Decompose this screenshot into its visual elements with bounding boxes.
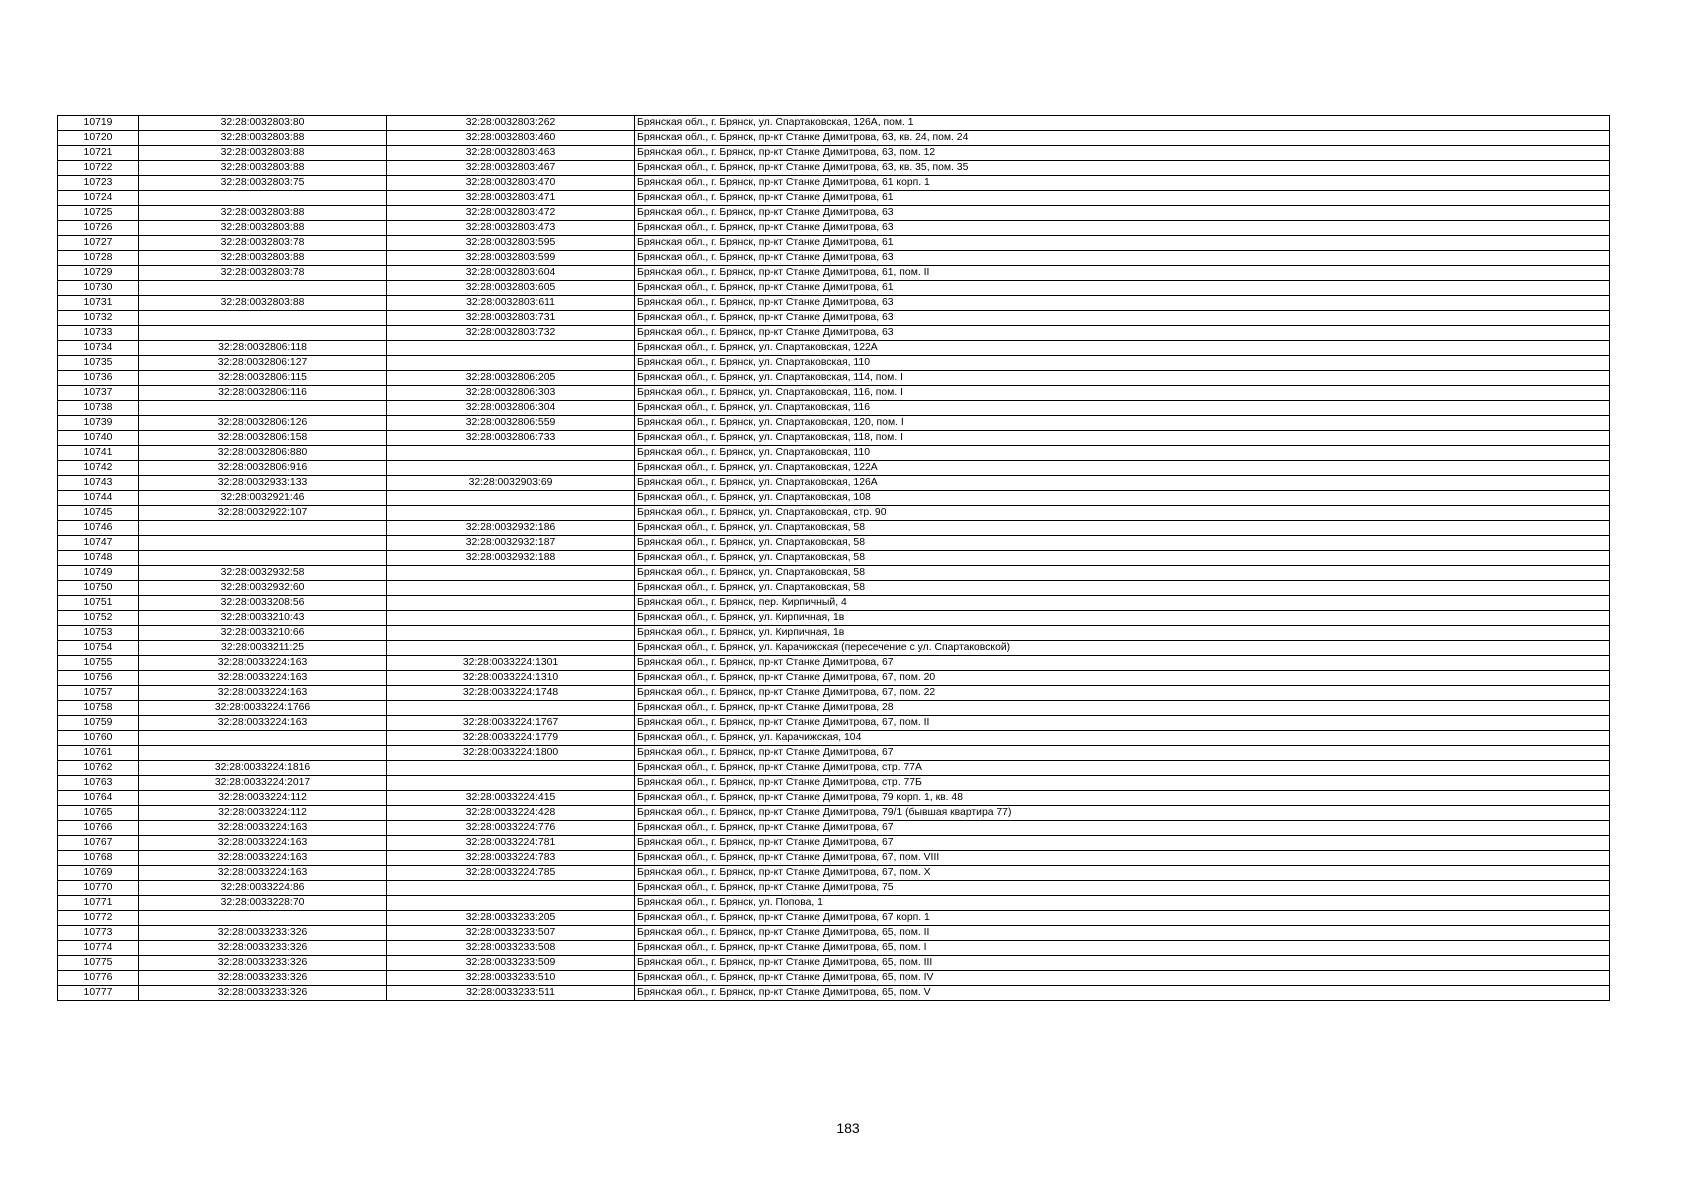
land-cadastral-number-cell (139, 746, 387, 761)
land-cadastral-number-cell: 32:28:0032932:60 (139, 581, 387, 596)
object-cadastral-number-cell: 32:28:0032932:187 (387, 536, 635, 551)
registry-table-body (58, 116, 1610, 1001)
address-cell: Брянская обл., г. Брянск, пр-кт Станке Димитрова, 63, пом. 12 (635, 146, 1610, 161)
land-cadastral-number-cell: 32:28:0032803:88 (139, 161, 387, 176)
land-cadastral-number-cell (139, 191, 387, 206)
address-cell: Брянская обл., г. Брянск, пр-кт Станке Димитрова, 63 (635, 206, 1610, 221)
address-cell: Брянская обл., г. Брянск, ул. Кирпичная, 1в (635, 626, 1610, 641)
table-row (58, 866, 1610, 881)
land-cadastral-number-cell: 32:28:0032806:158 (139, 431, 387, 446)
row-number-cell: 10726 (58, 221, 139, 236)
row-number-cell: 10761 (58, 746, 139, 761)
table-row (58, 776, 1610, 791)
address-cell: Брянская обл., г. Брянск, ул. Кирпичная, 1в (635, 611, 1610, 626)
object-cadastral-number-cell: 32:28:0032903:69 (387, 476, 635, 491)
address-cell: Брянская обл., г. Брянск, ул. Спартаковская, 116, пом. I (635, 386, 1610, 401)
registry-table (57, 115, 1610, 1001)
land-cadastral-number-cell: 32:28:0033224:112 (139, 806, 387, 821)
row-number-cell: 10724 (58, 191, 139, 206)
table-row (58, 506, 1610, 521)
object-cadastral-number-cell: 32:28:0033224:1301 (387, 656, 635, 671)
object-cadastral-number-cell: 32:28:0032806:303 (387, 386, 635, 401)
object-cadastral-number-cell: 32:28:0033224:428 (387, 806, 635, 821)
land-cadastral-number-cell: 32:28:0032806:115 (139, 371, 387, 386)
object-cadastral-number-cell: 32:28:0032803:262 (387, 116, 635, 131)
address-cell: Брянская обл., г. Брянск, пр-кт Станке Димитрова, 61 (635, 236, 1610, 251)
table-row (58, 356, 1610, 371)
table-row (58, 491, 1610, 506)
table-row (58, 596, 1610, 611)
address-cell: Брянская обл., г. Брянск, пр-кт Станке Димитрова, 67, пом. II (635, 716, 1610, 731)
object-cadastral-number-cell: 32:28:0032803:463 (387, 146, 635, 161)
land-cadastral-number-cell: 32:28:0032803:88 (139, 146, 387, 161)
object-cadastral-number-cell (387, 776, 635, 791)
object-cadastral-number-cell: 32:28:0033224:781 (387, 836, 635, 851)
object-cadastral-number-cell (387, 566, 635, 581)
object-cadastral-number-cell (387, 341, 635, 356)
land-cadastral-number-cell: 32:28:0033224:163 (139, 836, 387, 851)
land-cadastral-number-cell: 32:28:0032806:916 (139, 461, 387, 476)
table-row (58, 236, 1610, 251)
object-cadastral-number-cell: 32:28:0032803:611 (387, 296, 635, 311)
land-cadastral-number-cell: 32:28:0032803:88 (139, 251, 387, 266)
land-cadastral-number-cell: 32:28:0032803:88 (139, 131, 387, 146)
land-cadastral-number-cell: 32:28:0032806:880 (139, 446, 387, 461)
object-cadastral-number-cell (387, 611, 635, 626)
land-cadastral-number-cell (139, 731, 387, 746)
address-cell: Брянская обл., г. Брянск, пр-кт Станке Димитрова, 75 (635, 881, 1610, 896)
object-cadastral-number-cell (387, 356, 635, 371)
row-number-cell: 10753 (58, 626, 139, 641)
row-number-cell: 10722 (58, 161, 139, 176)
table-row (58, 416, 1610, 431)
table-row (58, 266, 1610, 281)
address-cell: Брянская обл., г. Брянск, пр-кт Станке Димитрова, 63, кв. 24, пом. 24 (635, 131, 1610, 146)
address-cell: Брянская обл., г. Брянск, пр-кт Станке Димитрова, 79 корп. 1, кв. 48 (635, 791, 1610, 806)
land-cadastral-number-cell: 32:28:0032922:107 (139, 506, 387, 521)
table-row (58, 971, 1610, 986)
row-number-cell: 10727 (58, 236, 139, 251)
row-number-cell: 10752 (58, 611, 139, 626)
address-cell: Брянская обл., г. Брянск, ул. Спартаковская, 58 (635, 551, 1610, 566)
object-cadastral-number-cell: 32:28:0032803:604 (387, 266, 635, 281)
land-cadastral-number-cell (139, 521, 387, 536)
object-cadastral-number-cell: 32:28:0033233:509 (387, 956, 635, 971)
address-cell: Брянская обл., г. Брянск, ул. Спартаковская, 114, пом. I (635, 371, 1610, 386)
table-row (58, 461, 1610, 476)
land-cadastral-number-cell: 32:28:0033224:2017 (139, 776, 387, 791)
row-number-cell: 10757 (58, 686, 139, 701)
address-cell: Брянская обл., г. Брянск, ул. Спартаковская, 110 (635, 446, 1610, 461)
row-number-cell: 10750 (58, 581, 139, 596)
object-cadastral-number-cell (387, 896, 635, 911)
land-cadastral-number-cell: 32:28:0033210:43 (139, 611, 387, 626)
table-row (58, 476, 1610, 491)
address-cell: Брянская обл., г. Брянск, пр-кт Станке Димитрова, 67 (635, 836, 1610, 851)
land-cadastral-number-cell: 32:28:0032803:78 (139, 236, 387, 251)
table-row (58, 206, 1610, 221)
table-row (58, 611, 1610, 626)
table-row (58, 431, 1610, 446)
table-row (58, 581, 1610, 596)
land-cadastral-number-cell: 32:28:0032921:46 (139, 491, 387, 506)
object-cadastral-number-cell: 32:28:0033233:510 (387, 971, 635, 986)
object-cadastral-number-cell: 32:28:0033233:507 (387, 926, 635, 941)
land-cadastral-number-cell (139, 281, 387, 296)
table-row (58, 311, 1610, 326)
land-cadastral-number-cell: 32:28:0033233:326 (139, 926, 387, 941)
land-cadastral-number-cell: 32:28:0033224:163 (139, 656, 387, 671)
object-cadastral-number-cell (387, 491, 635, 506)
row-number-cell: 10723 (58, 176, 139, 191)
object-cadastral-number-cell (387, 761, 635, 776)
row-number-cell: 10759 (58, 716, 139, 731)
row-number-cell: 10760 (58, 731, 139, 746)
object-cadastral-number-cell (387, 641, 635, 656)
object-cadastral-number-cell: 32:28:0032806:733 (387, 431, 635, 446)
land-cadastral-number-cell: 32:28:0032806:118 (139, 341, 387, 356)
row-number-cell: 10749 (58, 566, 139, 581)
land-cadastral-number-cell: 32:28:0033233:326 (139, 956, 387, 971)
object-cadastral-number-cell: 32:28:0032803:732 (387, 326, 635, 341)
address-cell: Брянская обл., г. Брянск, пр-кт Станке Димитрова, 65, пом. III (635, 956, 1610, 971)
object-cadastral-number-cell: 32:28:0033224:1748 (387, 686, 635, 701)
table-row (58, 701, 1610, 716)
address-cell: Брянская обл., г. Брянск, ул. Спартаковская, 126А (635, 476, 1610, 491)
table-row (58, 851, 1610, 866)
address-cell: Брянская обл., г. Брянск, пр-кт Станке Димитрова, 67 (635, 746, 1610, 761)
table-row (58, 956, 1610, 971)
object-cadastral-number-cell: 32:28:0032806:559 (387, 416, 635, 431)
row-number-cell: 10774 (58, 941, 139, 956)
land-cadastral-number-cell: 32:28:0032803:78 (139, 266, 387, 281)
address-cell: Брянская обл., г. Брянск, пер. Кирпичный, 4 (635, 596, 1610, 611)
land-cadastral-number-cell (139, 311, 387, 326)
land-cadastral-number-cell (139, 326, 387, 341)
row-number-cell: 10721 (58, 146, 139, 161)
table-row (58, 926, 1610, 941)
table-row (58, 551, 1610, 566)
object-cadastral-number-cell: 32:28:0032803:467 (387, 161, 635, 176)
land-cadastral-number-cell: 32:28:0033224:86 (139, 881, 387, 896)
row-number-cell: 10769 (58, 866, 139, 881)
row-number-cell: 10773 (58, 926, 139, 941)
address-cell: Брянская обл., г. Брянск, пр-кт Станке Димитрова, 67, пом. VIII (635, 851, 1610, 866)
address-cell: Брянская обл., г. Брянск, пр-кт Станке Димитрова, 67, пом. 20 (635, 671, 1610, 686)
object-cadastral-number-cell: 32:28:0033233:205 (387, 911, 635, 926)
address-cell: Брянская обл., г. Брянск, пр-кт Станке Димитрова, 61, пом. II (635, 266, 1610, 281)
object-cadastral-number-cell (387, 506, 635, 521)
row-number-cell: 10776 (58, 971, 139, 986)
table-row (58, 401, 1610, 416)
address-cell: Брянская обл., г. Брянск, ул. Спартаковская, 126А, пом. 1 (635, 116, 1610, 131)
land-cadastral-number-cell: 32:28:0033208:56 (139, 596, 387, 611)
object-cadastral-number-cell: 32:28:0033224:1779 (387, 731, 635, 746)
row-number-cell: 10719 (58, 116, 139, 131)
address-cell: Брянская обл., г. Брянск, ул. Спартаковская, 118, пом. I (635, 431, 1610, 446)
address-cell: Брянская обл., г. Брянск, ул. Спартаковская, 108 (635, 491, 1610, 506)
land-cadastral-number-cell: 32:28:0033233:326 (139, 986, 387, 1001)
table-row (58, 986, 1610, 1001)
table-row (58, 446, 1610, 461)
land-cadastral-number-cell: 32:28:0032932:58 (139, 566, 387, 581)
table-row (58, 191, 1610, 206)
object-cadastral-number-cell: 32:28:0032803:605 (387, 281, 635, 296)
address-cell: Брянская обл., г. Брянск, пр-кт Станке Димитрова, стр. 77Б (635, 776, 1610, 791)
address-cell: Брянская обл., г. Брянск, ул. Спартаковская, стр. 90 (635, 506, 1610, 521)
address-cell: Брянская обл., г. Брянск, пр-кт Станке Димитрова, 61 корп. 1 (635, 176, 1610, 191)
address-cell: Брянская обл., г. Брянск, ул. Карачижская, 104 (635, 731, 1610, 746)
table-row (58, 281, 1610, 296)
address-cell: Брянская обл., г. Брянск, пр-кт Станке Димитрова, 61 (635, 191, 1610, 206)
row-number-cell: 10741 (58, 446, 139, 461)
object-cadastral-number-cell: 32:28:0033224:1310 (387, 671, 635, 686)
table-row (58, 716, 1610, 731)
row-number-cell: 10729 (58, 266, 139, 281)
table-row (58, 821, 1610, 836)
address-cell: Брянская обл., г. Брянск, пр-кт Станке Димитрова, 65, пом. II (635, 926, 1610, 941)
object-cadastral-number-cell: 32:28:0033224:1767 (387, 716, 635, 731)
row-number-cell: 10775 (58, 956, 139, 971)
address-cell: Брянская обл., г. Брянск, ул. Спартаковская, 58 (635, 581, 1610, 596)
land-cadastral-number-cell: 32:28:0032803:80 (139, 116, 387, 131)
row-number-cell: 10743 (58, 476, 139, 491)
address-cell: Брянская обл., г. Брянск, пр-кт Станке Димитрова, 67, пом. X (635, 866, 1610, 881)
row-number-cell: 10728 (58, 251, 139, 266)
land-cadastral-number-cell: 32:28:0033224:112 (139, 791, 387, 806)
address-cell: Брянская обл., г. Брянск, пр-кт Станке Димитрова, 65, пом. V (635, 986, 1610, 1001)
object-cadastral-number-cell (387, 701, 635, 716)
object-cadastral-number-cell: 32:28:0033224:785 (387, 866, 635, 881)
land-cadastral-number-cell: 32:28:0033210:66 (139, 626, 387, 641)
land-cadastral-number-cell: 32:28:0033233:326 (139, 971, 387, 986)
land-cadastral-number-cell (139, 551, 387, 566)
row-number-cell: 10756 (58, 671, 139, 686)
row-number-cell: 10764 (58, 791, 139, 806)
object-cadastral-number-cell: 32:28:0032803:595 (387, 236, 635, 251)
row-number-cell: 10737 (58, 386, 139, 401)
table-row (58, 686, 1610, 701)
table-row (58, 761, 1610, 776)
land-cadastral-number-cell (139, 536, 387, 551)
object-cadastral-number-cell: 32:28:0033224:415 (387, 791, 635, 806)
land-cadastral-number-cell: 32:28:0033228:70 (139, 896, 387, 911)
object-cadastral-number-cell (387, 446, 635, 461)
object-cadastral-number-cell: 32:28:0032803:460 (387, 131, 635, 146)
table-row (58, 626, 1610, 641)
row-number-cell: 10772 (58, 911, 139, 926)
row-number-cell: 10763 (58, 776, 139, 791)
object-cadastral-number-cell: 32:28:0032803:472 (387, 206, 635, 221)
table-row (58, 836, 1610, 851)
land-cadastral-number-cell: 32:28:0032803:88 (139, 296, 387, 311)
row-number-cell: 10758 (58, 701, 139, 716)
address-cell: Брянская обл., г. Брянск, ул. Спартаковская, 122А (635, 461, 1610, 476)
page-number: 183 (836, 1120, 860, 1136)
address-cell: Брянская обл., г. Брянск, пр-кт Станке Димитрова, 63 (635, 311, 1610, 326)
object-cadastral-number-cell: 32:28:0032803:599 (387, 251, 635, 266)
table-row (58, 371, 1610, 386)
object-cadastral-number-cell: 32:28:0033224:776 (387, 821, 635, 836)
row-number-cell: 10748 (58, 551, 139, 566)
land-cadastral-number-cell: 32:28:0033224:1816 (139, 761, 387, 776)
row-number-cell: 10735 (58, 356, 139, 371)
table-row (58, 146, 1610, 161)
table-row (58, 566, 1610, 581)
address-cell: Брянская обл., г. Брянск, пр-кт Станке Димитрова, 67 (635, 821, 1610, 836)
object-cadastral-number-cell: 32:28:0033224:783 (387, 851, 635, 866)
row-number-cell: 10720 (58, 131, 139, 146)
row-number-cell: 10751 (58, 596, 139, 611)
object-cadastral-number-cell: 32:28:0032932:186 (387, 521, 635, 536)
address-cell: Брянская обл., г. Брянск, пр-кт Станке Димитрова, 65, пом. I (635, 941, 1610, 956)
object-cadastral-number-cell: 32:28:0032803:471 (387, 191, 635, 206)
object-cadastral-number-cell: 32:28:0032932:188 (387, 551, 635, 566)
address-cell: Брянская обл., г. Брянск, пр-кт Станке Димитрова, стр. 77А (635, 761, 1610, 776)
land-cadastral-number-cell (139, 401, 387, 416)
object-cadastral-number-cell: 32:28:0032803:473 (387, 221, 635, 236)
table-row (58, 326, 1610, 341)
row-number-cell: 10744 (58, 491, 139, 506)
row-number-cell: 10736 (58, 371, 139, 386)
land-cadastral-number-cell: 32:28:0032806:116 (139, 386, 387, 401)
object-cadastral-number-cell: 32:28:0033233:508 (387, 941, 635, 956)
row-number-cell: 10745 (58, 506, 139, 521)
object-cadastral-number-cell: 32:28:0033233:511 (387, 986, 635, 1001)
table-row (58, 221, 1610, 236)
address-cell: Брянская обл., г. Брянск, ул. Спартаковская, 58 (635, 566, 1610, 581)
table-row (58, 176, 1610, 191)
land-cadastral-number-cell: 32:28:0032803:88 (139, 206, 387, 221)
land-cadastral-number-cell: 32:28:0032803:88 (139, 221, 387, 236)
row-number-cell: 10767 (58, 836, 139, 851)
object-cadastral-number-cell (387, 461, 635, 476)
address-cell: Брянская обл., г. Брянск, ул. Спартаковская, 58 (635, 521, 1610, 536)
object-cadastral-number-cell (387, 596, 635, 611)
row-number-cell: 10733 (58, 326, 139, 341)
row-number-cell: 10771 (58, 896, 139, 911)
land-cadastral-number-cell: 32:28:0032806:127 (139, 356, 387, 371)
table-row (58, 521, 1610, 536)
address-cell: Брянская обл., г. Брянск, пр-кт Станке Димитрова, 63 (635, 296, 1610, 311)
table-row (58, 941, 1610, 956)
object-cadastral-number-cell: 32:28:0033224:1800 (387, 746, 635, 761)
address-cell: Брянская обл., г. Брянск, пр-кт Станке Димитрова, 61 (635, 281, 1610, 296)
object-cadastral-number-cell: 32:28:0032806:205 (387, 371, 635, 386)
row-number-cell: 10731 (58, 296, 139, 311)
address-cell: Брянская обл., г. Брянск, ул. Спартаковская, 58 (635, 536, 1610, 551)
land-cadastral-number-cell: 32:28:0032806:126 (139, 416, 387, 431)
land-cadastral-number-cell: 32:28:0032933:133 (139, 476, 387, 491)
row-number-cell: 10740 (58, 431, 139, 446)
land-cadastral-number-cell: 32:28:0033224:163 (139, 686, 387, 701)
address-cell: Брянская обл., г. Брянск, ул. Спартаковская, 110 (635, 356, 1610, 371)
row-number-cell: 10742 (58, 461, 139, 476)
address-cell: Брянская обл., г. Брянск, пр-кт Станке Димитрова, 63, кв. 35, пом. 35 (635, 161, 1610, 176)
land-cadastral-number-cell: 32:28:0033224:163 (139, 821, 387, 836)
land-cadastral-number-cell: 32:28:0033224:1766 (139, 701, 387, 716)
table-row (58, 881, 1610, 896)
land-cadastral-number-cell: 32:28:0033211:25 (139, 641, 387, 656)
row-number-cell: 10765 (58, 806, 139, 821)
land-cadastral-number-cell: 32:28:0033224:163 (139, 851, 387, 866)
address-cell: Брянская обл., г. Брянск, пр-кт Станке Димитрова, 28 (635, 701, 1610, 716)
object-cadastral-number-cell: 32:28:0032803:731 (387, 311, 635, 326)
row-number-cell: 10770 (58, 881, 139, 896)
address-cell: Брянская обл., г. Брянск, ул. Попова, 1 (635, 896, 1610, 911)
row-number-cell: 10768 (58, 851, 139, 866)
object-cadastral-number-cell: 32:28:0032803:470 (387, 176, 635, 191)
land-cadastral-number-cell: 32:28:0032803:75 (139, 176, 387, 191)
object-cadastral-number-cell (387, 581, 635, 596)
address-cell: Брянская обл., г. Брянск, пр-кт Станке Димитрова, 67 (635, 656, 1610, 671)
row-number-cell: 10739 (58, 416, 139, 431)
land-cadastral-number-cell: 32:28:0033224:163 (139, 671, 387, 686)
row-number-cell: 10746 (58, 521, 139, 536)
table-row (58, 116, 1610, 131)
table-row (58, 251, 1610, 266)
address-cell: Брянская обл., г. Брянск, пр-кт Станке Димитрова, 63 (635, 326, 1610, 341)
address-cell: Брянская обл., г. Брянск, пр-кт Станке Димитрова, 65, пом. IV (635, 971, 1610, 986)
row-number-cell: 10747 (58, 536, 139, 551)
address-cell: Брянская обл., г. Брянск, пр-кт Станке Димитрова, 67 корп. 1 (635, 911, 1610, 926)
address-cell: Брянская обл., г. Брянск, пр-кт Станке Димитрова, 79/1 (бывшая квартира 77) (635, 806, 1610, 821)
address-cell: Брянская обл., г. Брянск, ул. Спартаковская, 120, пом. I (635, 416, 1610, 431)
address-cell: Брянская обл., г. Брянск, ул. Спартаковская, 122А (635, 341, 1610, 356)
object-cadastral-number-cell (387, 626, 635, 641)
row-number-cell: 10755 (58, 656, 139, 671)
table-row (58, 656, 1610, 671)
address-cell: Брянская обл., г. Брянск, пр-кт Станке Димитрова, 63 (635, 251, 1610, 266)
land-cadastral-number-cell: 32:28:0033224:163 (139, 866, 387, 881)
table-row (58, 296, 1610, 311)
address-cell: Брянская обл., г. Брянск, пр-кт Станке Димитрова, 67, пом. 22 (635, 686, 1610, 701)
table-row (58, 131, 1610, 146)
object-cadastral-number-cell (387, 881, 635, 896)
row-number-cell: 10762 (58, 761, 139, 776)
table-row (58, 911, 1610, 926)
table-row (58, 671, 1610, 686)
address-cell: Брянская обл., г. Брянск, ул. Карачижская (пересечение с ул. Спартаковской) (635, 641, 1610, 656)
land-cadastral-number-cell (139, 911, 387, 926)
table-row (58, 806, 1610, 821)
object-cadastral-number-cell: 32:28:0032806:304 (387, 401, 635, 416)
table-row (58, 341, 1610, 356)
row-number-cell: 10777 (58, 986, 139, 1001)
row-number-cell: 10738 (58, 401, 139, 416)
row-number-cell: 10734 (58, 341, 139, 356)
address-cell: Брянская обл., г. Брянск, пр-кт Станке Димитрова, 63 (635, 221, 1610, 236)
row-number-cell: 10732 (58, 311, 139, 326)
table-row (58, 386, 1610, 401)
row-number-cell: 10754 (58, 641, 139, 656)
row-number-cell: 10766 (58, 821, 139, 836)
table-row (58, 731, 1610, 746)
row-number-cell: 10730 (58, 281, 139, 296)
land-cadastral-number-cell: 32:28:0033224:163 (139, 716, 387, 731)
address-cell: Брянская обл., г. Брянск, ул. Спартаковская, 116 (635, 401, 1610, 416)
table-row (58, 161, 1610, 176)
table-row (58, 641, 1610, 656)
row-number-cell: 10725 (58, 206, 139, 221)
land-cadastral-number-cell: 32:28:0033233:326 (139, 941, 387, 956)
table-row (58, 791, 1610, 806)
table-row (58, 896, 1610, 911)
table-row (58, 536, 1610, 551)
table-row (58, 746, 1610, 761)
